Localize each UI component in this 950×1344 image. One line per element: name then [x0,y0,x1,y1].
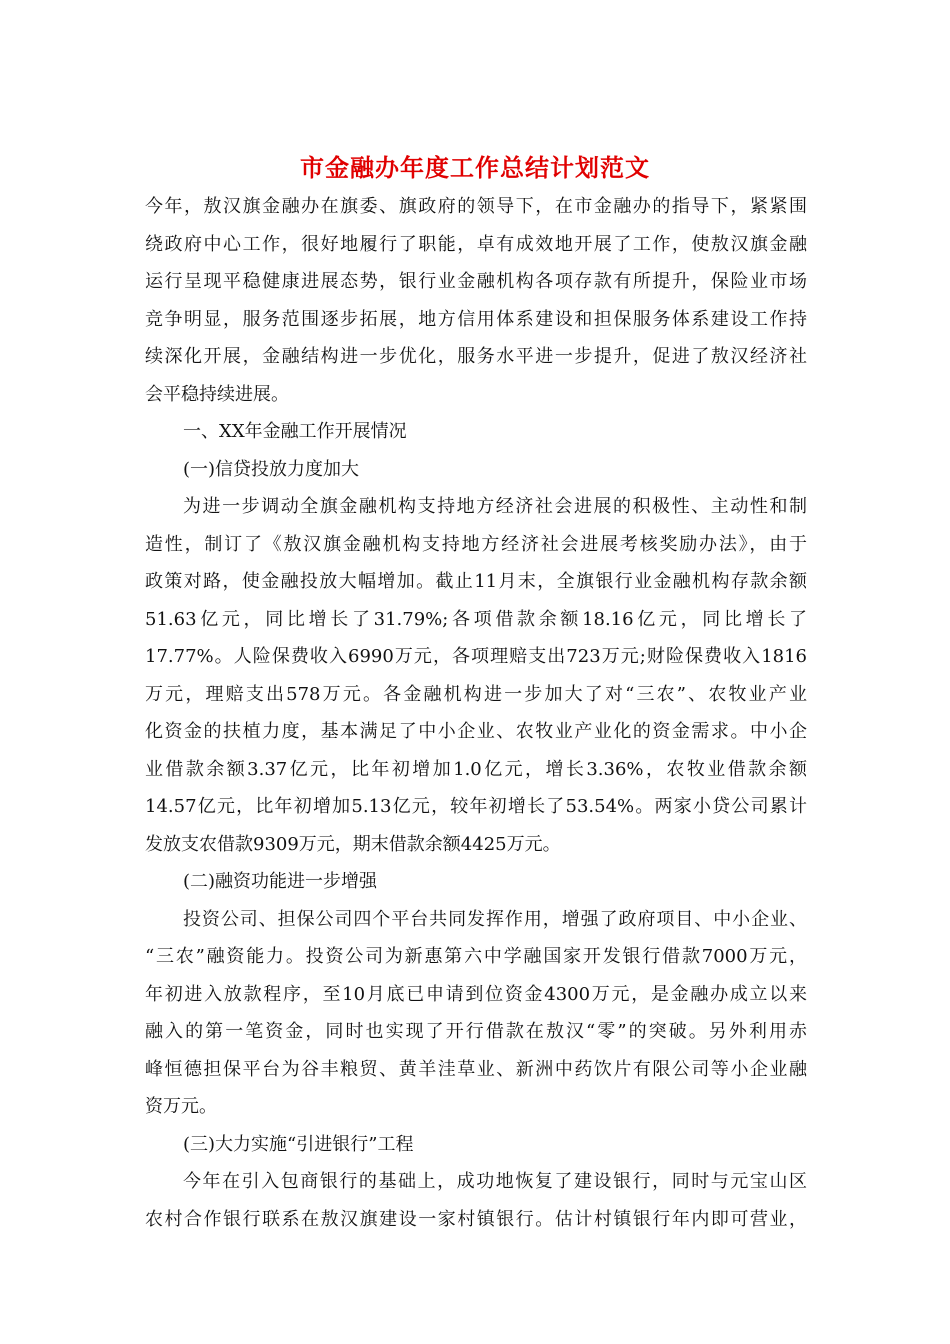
paragraph-line: 今年在引入包商银行的基础上，成功地恢复了建设银行，同时与元宝山区 [183,1171,807,1192]
paragraph-line: 农村合作银行联系在敖汉旗建设一家村镇银行。估计村镇银行年内即可营业， [145,1208,807,1230]
paragraph-line: 峰恒德担保平台为谷丰粮贸、黄羊洼草业、新洲中药饮片有限公司等小企业融 [145,1058,807,1080]
paragraph-line: 为进一步调动全旗金融机构支持地方经济社会进展的积极性、主动性和制 [183,496,807,517]
paragraph-line: 运行呈现平稳健康进展态势，银行业金融机构各项存款有所提升，保险业市场 [145,271,807,292]
paragraph-line: 17.77%。人险保费收入6990万元，各项理赔支出723万元;财险保费收入1816 [145,646,807,667]
subsection-heading: (二)融资功能进一步增强 [183,871,378,892]
paragraph-line: 资万元。 [145,1096,217,1117]
paragraph-line: 造性，制订了《敖汉旗金融机构支持地方经济社会进展考核奖励办法》，由于 [145,533,807,555]
paragraph-line: 今年，敖汉旗金融办在旗委、旗政府的领导下，在市金融办的指导下，紧紧围 [145,196,807,217]
subsection-heading: (三)大力实施“引进银行”工程 [183,1133,414,1155]
subsection-heading: (一)信贷投放力度加大 [183,458,360,480]
paragraph-line: 会平稳持续进展。 [145,383,289,405]
paragraph-line: 发放支农借款9309万元，期末借款余额4425万元。 [145,833,561,855]
paragraph-line: 政策对路，使金融投放大幅增加。截止11月末，全旗银行业金融机构存款余额 [145,571,807,592]
paragraph-line: 续深化开展，金融结构进一步优化，服务水平进一步提升，促进了敖汉经济社 [145,346,807,367]
paragraph-line: 51.63亿元，同比增长了31.79%;各项借款余额18.16亿元，同比增长了 [145,608,807,630]
paragraph-line: 万元，理赔支出578万元。各金融机构进一步加大了对“三农”、农牧业产业 [145,683,807,705]
paragraph-line: 竞争明显，服务范围逐步拓展，地方信用体系建设和担保服务体系建设工作持 [145,308,807,330]
paragraph-line: “三农”融资能力。投资公司为新惠第六中学融国家开发银行借款7000万元， [145,946,807,967]
paragraph-line: 融入的第一笔资金，同时也实现了开行借款在敖汉“零”的突破。另外利用赤 [145,1021,807,1042]
document-title: 市金融办年度工作总结计划范文 [300,153,650,182]
paragraph-line: 投资公司、担保公司四个平台共同发挥作用，增强了政府项目、中小企业、 [183,908,807,930]
paragraph-line: 14.57亿元，比年初增加5.13亿元，较年初增长了53.54%。两家小贷公司累计 [145,796,807,817]
paragraph-line: 化资金的扶植力度，基本满足了中小企业、农牧业产业化的资金需求。中小企 [145,721,807,742]
document-body [145,188,807,1238]
paragraph-line: 年初进入放款程序，至10月底已申请到位资金4300万元，是金融办成立以来 [145,983,807,1005]
paragraph-line: 业借款余额3.37亿元，比年初增加1.0亿元，增长3.36%，农牧业借款余额 [145,758,807,780]
paragraph-line: 绕政府中心工作，很好地履行了职能，卓有成效地开展了工作，使敖汉旗金融 [145,233,807,255]
section-heading: 一、XX年金融工作开展情况 [183,421,407,442]
